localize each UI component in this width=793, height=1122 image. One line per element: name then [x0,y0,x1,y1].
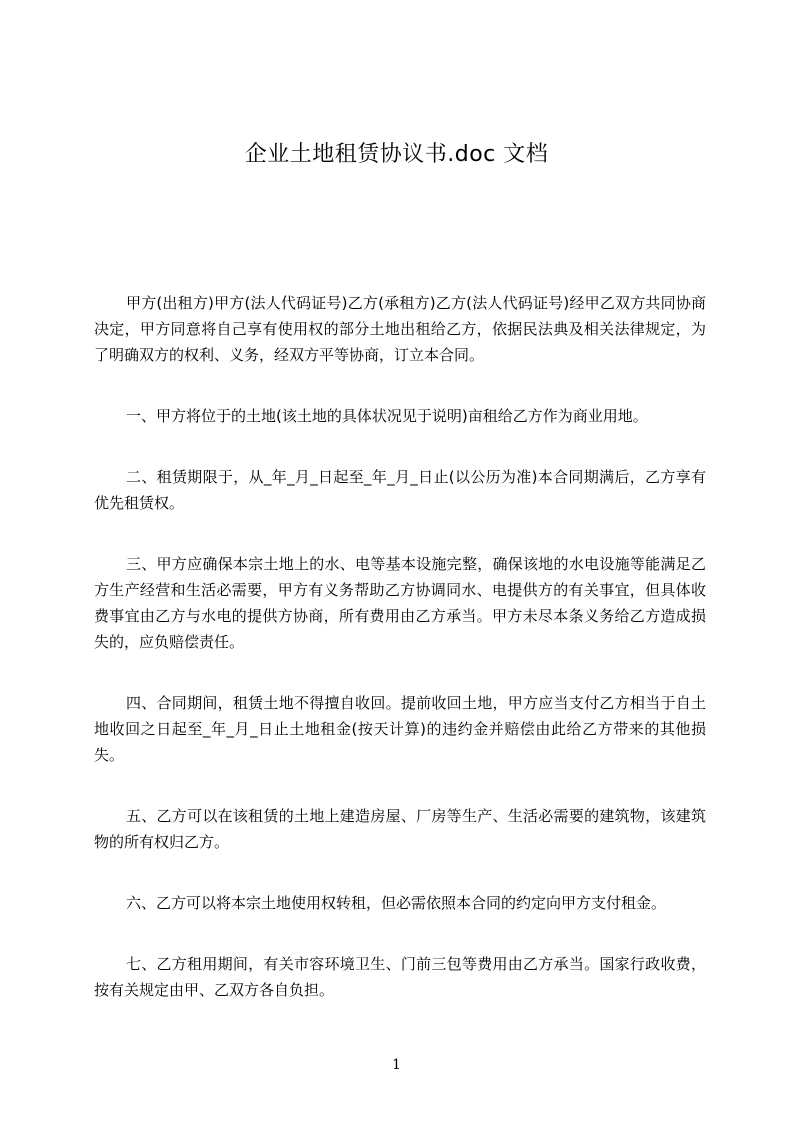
clause-2: 二、租赁期限于，从_年_月_日起至_年_月_日止(以公历为准)本合同期满后，乙方享有优先租赁权。 [94,468,706,512]
clause-3: 三、甲方应确保本宗土地上的水、电等基本设施完整，确保该地的水电设施等能满足乙方生产经营和生活必需要，甲方有义务帮助乙方协调同水、电提供方的有关事宜，但具体收费事宜由乙方与水电的提供方协商，所有费用由乙方承当。甲方未尽本条义务给乙方造成损失的，应负赔偿责任。 [94,555,706,651]
document-title: 企业土地租赁协议书.doc 文档 [244,142,549,167]
clause-5: 五、乙方可以在该租赁的土地上建造房屋、厂房等生产、生活必需要的建筑物，该建筑物的所有权归乙方。 [94,807,706,851]
clause-6: 六、乙方可以将本宗土地使用权转租，但必需依照本合同的约定向甲方支付租金。 [126,894,667,912]
document-body [94,290,706,1038]
clause-7: 七、乙方租用期间，有关市容环境卫生、门前三包等费用由乙方承当。国家行政收费，按有关规定由甲、乙双方各自负担。 [94,955,706,999]
intro-paragraph: 甲方(出租方)甲方(法人代码证号)乙方(承租方)乙方(法人代码证号)经甲乙双方共同协商决定，甲方同意将自己享有使用权的部分土地出租给乙方，依据民法典及相关法律规定，为了明确双方的权利、义务，经双方平等协商，订立本合同。 [94,294,706,364]
clause-4: 四、合同期间，租赁土地不得擅自收回。提前收回土地，甲方应当支付乙方相当于自土地收回之日起至_年_月_日止土地租金(按天计算)的违约金并赔偿由此给乙方带来的其他损失。 [94,694,706,764]
page-number: 1 [392,1057,401,1073]
clause-1: 一、甲方将位于的土地(该土地的具体状况见于说明)亩租给乙方作为商业用地。 [126,407,648,425]
